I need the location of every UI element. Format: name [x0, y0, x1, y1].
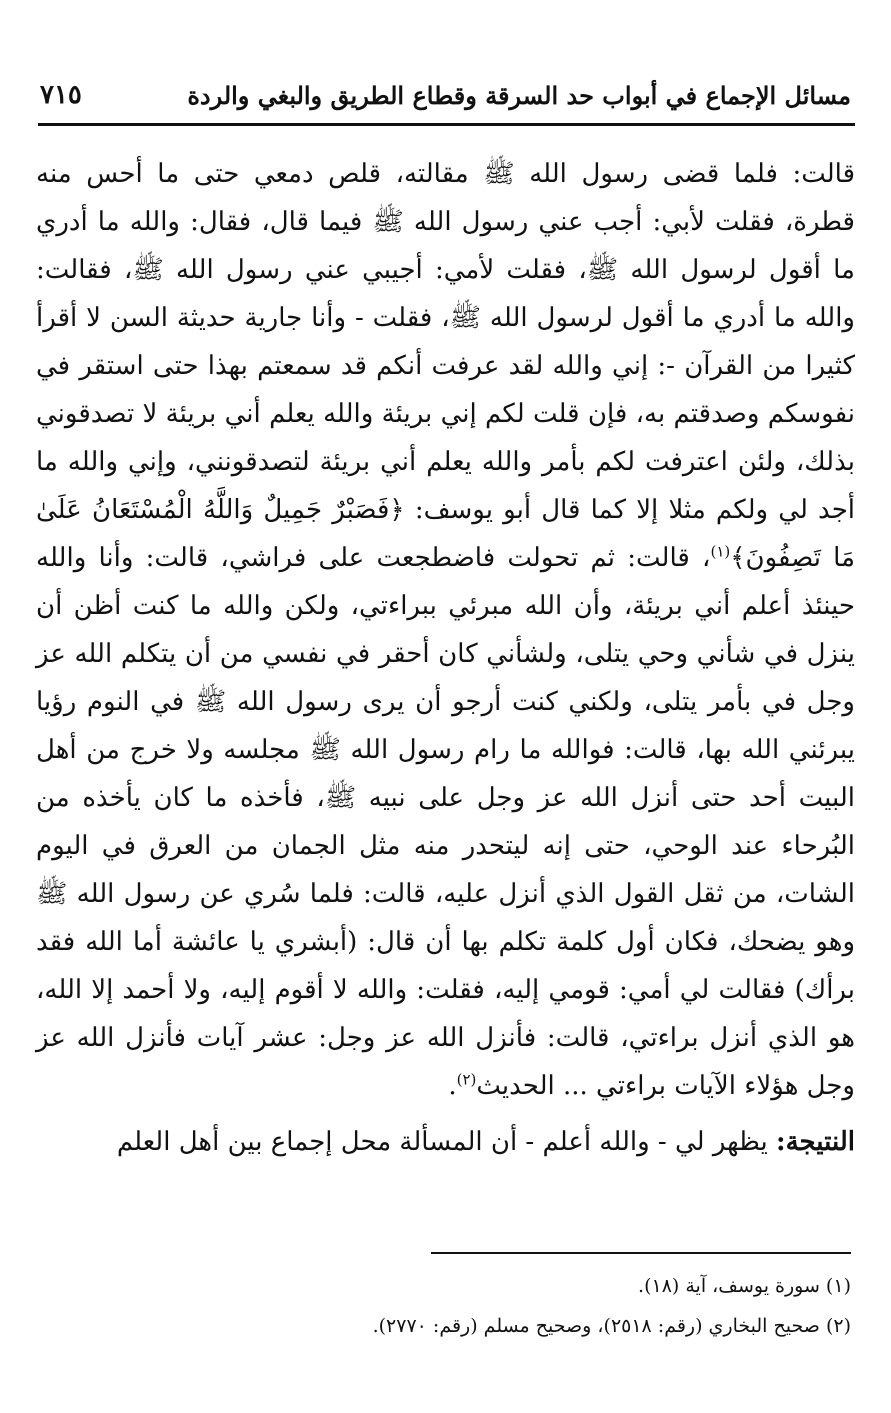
- footnote-ref-2: (٢): [456, 1070, 477, 1089]
- footnote-rule: [431, 1252, 851, 1254]
- running-header: [40, 70, 851, 120]
- hadith-paragraph: [36, 150, 855, 1110]
- footnote-ref-1: (١): [710, 542, 731, 561]
- conclusion-paragraph: [36, 1118, 855, 1166]
- footnotes: [40, 1266, 851, 1346]
- footnote-2: (٢) صحيح البخاري (رقم: ٢٥١٨)، وصحيح مسلم (رقم: ٢٧٧٠).: [372, 1315, 851, 1337]
- paragraph-text: قالت: فلما قضى رسول الله ﷺ مقالته، قلص دمعي حتى ما أحس منه قطرة، فقلت لأبي: أجب عني رسول الله ﷺ فيما قال، فقال: والله ما أدري ما أقول لرسول الله ﷺ، فقلت لأمي: أجيبي عني رسول الله ﷺ، فقالت: والله ما أدري ما أقول لرسول الله ﷺ، فقلت - وأنا جارية حديثة السن لا أقرأ كثيرا من القرآن -: إني والله لقد عرفت أنكم قد سمعتم بهذا حتى استقر في نفوسكم وصدقتم به، فإن قلت لكم إني بريئة والله يعلم أني بريئة لا تصدقوني بذلك، ولئن اعترفت لكم بأمر والله يعلم أني بريئة لتصدقونني، وإني والله ما أجد لي ولكم مثلا إلا كما قال أبو يوسف:: [36, 159, 855, 525]
- quran-verse: ﴿فَصَبْرٌ جَمِيلٌ وَاللَّهُ الْمُسْتَعَانُ عَلَىٰ مَا تَصِفُونَ﴾: [36, 495, 856, 573]
- conclusion-label: النتيجة:: [775, 1127, 855, 1157]
- conclusion-text: يظهر لي - والله أعلم - أن المسألة محل إجماع بين أهل العلم: [116, 1127, 768, 1157]
- page-number: ٧١٥: [40, 80, 82, 110]
- main-text: [36, 150, 855, 1166]
- header-rule: [38, 123, 855, 126]
- paragraph-text-continued: ، قالت: ثم تحولت فاضطجعت على فراشي، قالت: وأنا والله حينئذ أعلم أني بريئة، وأن الله مبرئي ببراءتي، ولكن والله ما كنت أظن أن ينزل في شأني وحي يتلى، ولشأني كان أحقر في نفسي من أن يتكلم الله عز وجل في بأمر يتلى، ولكني كنت أرجو أن يرى رسول الله ﷺ في النوم رؤيا يبرئني الله بها، قالت: فوالله ما رام رسول الله ﷺ مجلسه ولا خرج من أهل البيت أحد حتى أنزل الله عز وجل على نبيه ﷺ، فأخذه ما كان يأخذه من البُرحاء عند الوحي، حتى إنه ليتحدر منه مثل الجمان من العرق في اليوم الشات، من ثقل القول الذي أنزل عليه، قالت: فلما سُري عن رسول الله ﷺ وهو يضحك، فكان أول كلمة تكلم بها أن قال: (أبشري يا عائشة أما الله فقد برأك) فقالت لي أمي: قومي إليه، فقلت: والله لا أقوم إليه، ولا أحمد إلا الله، هو الذي أنزل براءتي، قالت: فأنزل الله عز وجل: عشر آيات فأنزل الله عز وجل هؤلاء الآيات براءتي ... الحديث: [36, 543, 855, 1101]
- running-title: مسائل الإجماع في أبواب حد السرقة وقطاع الطريق والبغي والردة: [187, 80, 851, 110]
- paragraph-end: .: [448, 1071, 457, 1101]
- footnote-1: (١) سورة يوسف، آية (١٨).: [638, 1275, 851, 1297]
